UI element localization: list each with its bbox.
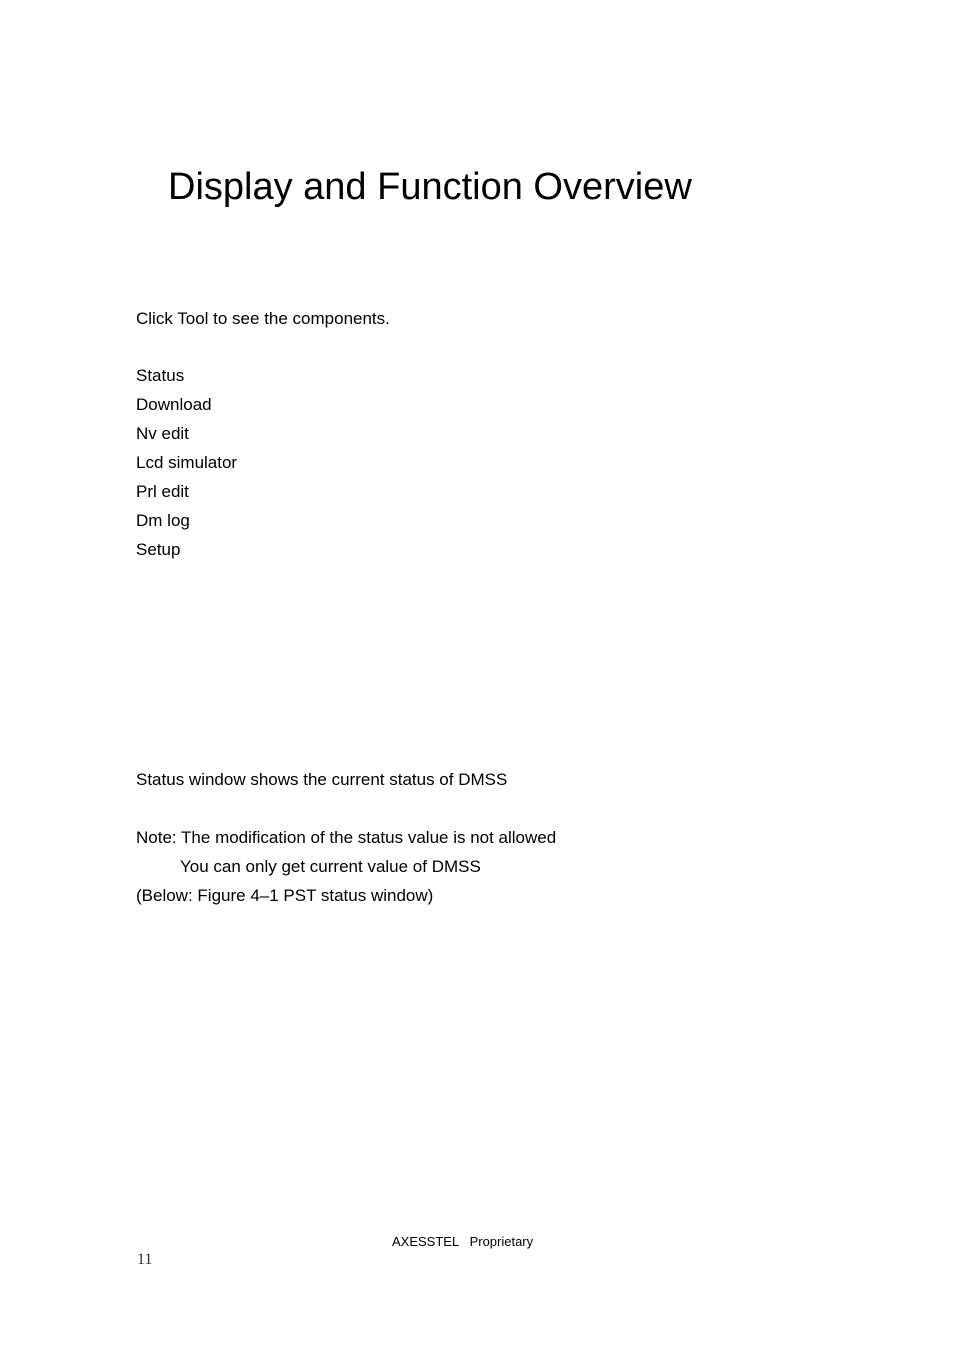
tool-item-lcd-simulator: Lcd simulator xyxy=(136,453,238,472)
page-number: 11 xyxy=(137,1251,153,1268)
tool-item-setup: Setup xyxy=(136,540,181,559)
tool-item-status: Status xyxy=(136,366,185,385)
footer-label: Proprietary xyxy=(469,1234,534,1249)
tool-list xyxy=(136,365,237,568)
footer xyxy=(392,1234,533,1250)
note-line: Note: The modification of the status value is not allowed xyxy=(136,828,557,847)
status-description: Status window shows the current status of DMSS xyxy=(136,770,508,789)
tool-item-dm-log: Dm log xyxy=(136,511,190,530)
tool-item-nv-edit: Nv edit xyxy=(136,424,189,443)
figure-caption: (Below: Figure 4–1 PST status window) xyxy=(136,886,434,905)
intro-text: Click Tool to see the components. xyxy=(136,309,390,328)
footer-company: AXESSTEL xyxy=(392,1234,459,1249)
note-continuation: You can only get current value of DMSS xyxy=(180,857,481,876)
tool-item-download: Download xyxy=(136,395,212,414)
page-title: Display and Function Overview xyxy=(168,166,692,208)
tool-item-prl-edit: Prl edit xyxy=(136,482,189,501)
